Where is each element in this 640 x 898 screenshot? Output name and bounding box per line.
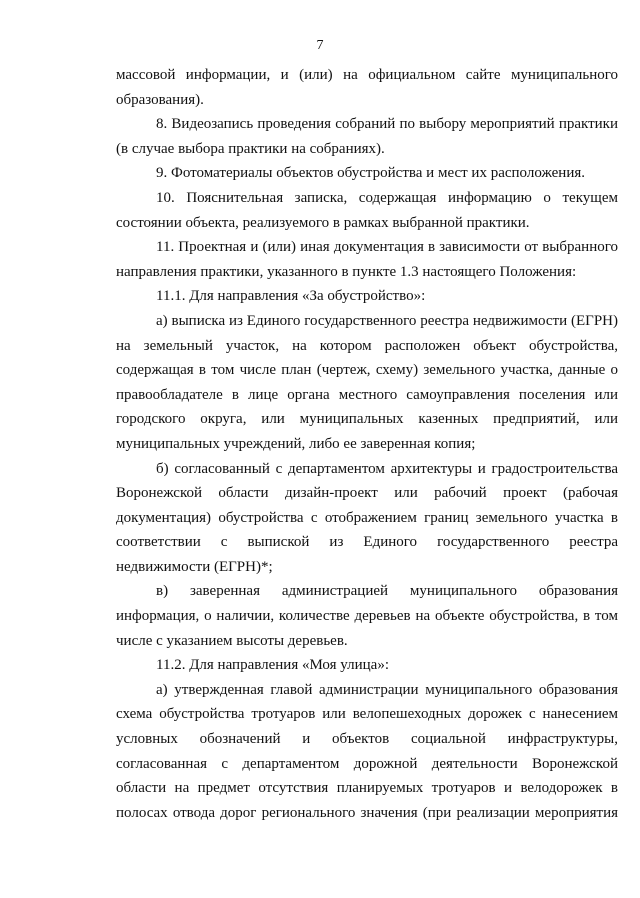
text-line: городского округа, или муниципальных казенных предприятий, или	[116, 411, 618, 428]
text-line: массовой информации, и (или) на официальном сайте муниципального	[116, 67, 618, 83]
text-line: согласованная с департаментом дорожной деятельности Воронежской	[116, 755, 618, 772]
text-line: направления практики, указанного в пункте 1.3 настоящего Положения:	[116, 263, 577, 280]
text-line: (в случае выбора практики на собраниях).	[116, 140, 385, 157]
text-line: 8. Видеозапись проведения собраний по выбору мероприятий практики	[156, 116, 618, 133]
text-line: условных обозначений и объектов социальной инфраструктуры,	[116, 731, 618, 748]
text-line: 9. Фотоматериалы объектов обустройства и мест их расположения.	[156, 165, 585, 182]
text-line: полосах отвода дорог регионального значения (при реализации мероприятия	[116, 804, 618, 821]
text-line: а) выписка из Единого государственного реестра недвижимости (ЕГРН)	[156, 312, 618, 329]
text-line: правообладателе в лице органа местного самоуправления поселения или	[116, 386, 618, 403]
page-number: 7	[316, 38, 324, 53]
document-body	[116, 63, 618, 825]
text-line: недвижимости (ЕГРН)*;	[116, 558, 273, 575]
text-line: на земельный участок, на котором расположен объект обустройства,	[116, 337, 618, 354]
text-line: б) согласованный с департаментом архитектуры и градостроительства	[156, 460, 618, 477]
text-line: Воронежской области дизайн-проект или рабочий проект (рабочая	[116, 485, 618, 502]
text-line: соответствии с выпиской из Единого государственного реестра	[116, 534, 618, 551]
text-line: содержащая в том числе план (чертеж, схему) земельного участка, данные о	[116, 362, 618, 379]
text-line: схема обустройства тротуаров или велопешеходных дорожек с нанесением	[116, 706, 618, 723]
text-line: документация) обустройства с отображением границ земельного участка в	[116, 509, 618, 526]
text-line: а) утвержденная главой администрации муниципального образования	[156, 681, 618, 698]
text-line: 11.1. Для направления «За обустройство»:	[156, 288, 426, 305]
text-line: в) заверенная администрацией муниципального образования	[156, 583, 618, 600]
text-line: муниципальных учреждений, либо ее заверенная копия;	[116, 435, 476, 452]
text-line: 11.2. Для направления «Моя улица»:	[156, 657, 389, 674]
text-line: информация, о наличии, количестве деревьев на объекте обустройства, в том	[116, 608, 618, 625]
text-line: области на предмет отсутствия планируемых тротуаров и велодорожек в	[116, 780, 618, 797]
text-line: образования).	[116, 91, 204, 108]
text-line: 11. Проектная и (или) иная документация в зависимости от выбранного	[156, 239, 618, 256]
text-line: 10. Пояснительная записка, содержащая информацию о текущем	[156, 189, 618, 206]
text-line: состоянии объекта, реализуемого в рамках выбранной практики.	[116, 214, 530, 231]
text-line: числе с указанием высоты деревьев.	[116, 632, 348, 649]
